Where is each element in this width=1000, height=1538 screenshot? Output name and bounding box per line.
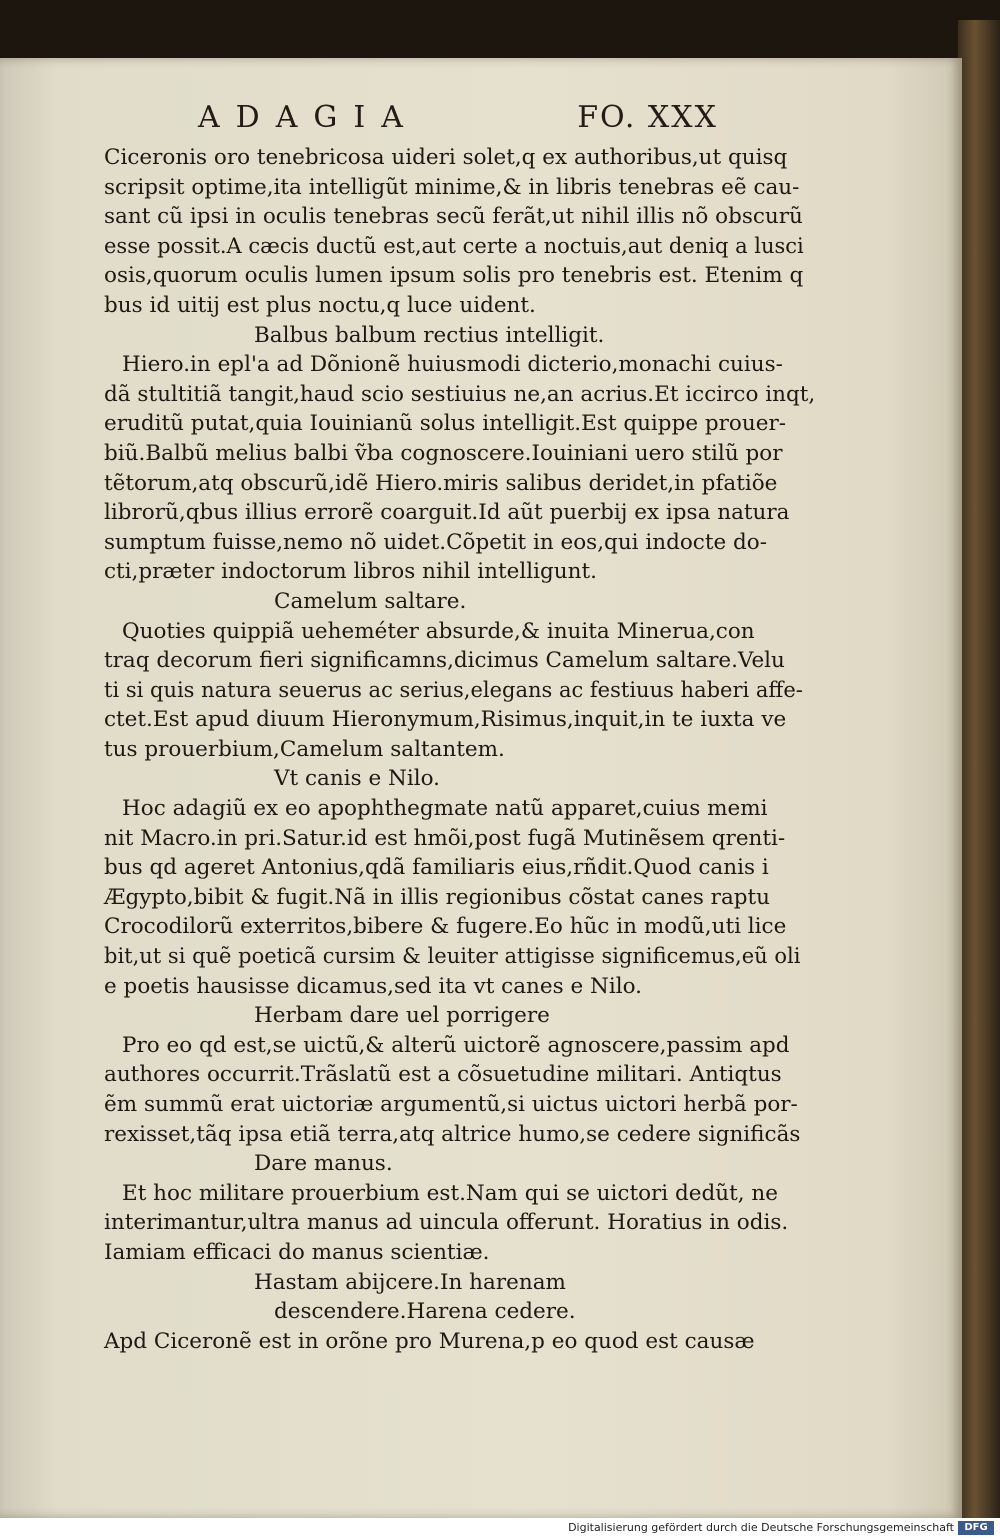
text-line: Apd Ciceronẽ est in orõne pro Murena,p eo quod est causæ [104,1328,755,1354]
text-line: Et hoc militare prouerbium est.Nam qui se uictori dedũt, ne [122,1180,778,1206]
text-line: bit,ut si quẽ poeticã cursim & leuiter attigisse significemus,eũ oli [104,944,801,969]
book-spine [958,20,1000,1520]
footer-bar [0,1518,1000,1538]
text-line: Ægypto,bibit & fugit.Nã in illis regionibus cõstat canes raptu [104,884,771,910]
text-line: Ciceronis oro tenebricosa uideri solet,q ex authoribus,ut quisq [104,145,788,170]
adage-heading: descendere.Harena cedere. [274,1299,576,1325]
text-line: cti,præter indoctorum libros nihil intelligunt. [104,559,597,585]
folio-number: FO. XXX [577,100,718,135]
adage-heading: Camelum saltare. [274,588,467,614]
text-line: ti si quis natura seuerus ac serius,elegans ac festiuus haberi affe- [104,677,803,702]
adage-heading: Balbus balbum rectius intelligit. [254,322,605,348]
text-line: bus qd ageret Antonius,qdã familiaris eius,rñdit.Quod canis i [104,855,769,881]
text-line: interimantur,ultra manus ad uincula offerunt. Horatius in odis. [104,1210,789,1236]
text-line: bus id uitij est plus noctu,q luce uident. [104,292,536,318]
text-line: biũ.Balbũ melius balbi ṽba cognoscere.Iouiniani uero stilũ por [104,440,783,466]
text-line: Crocodilorũ exterritos,bibere & fugere.Eo hũc in modũ,uti lice [104,914,787,940]
text-line: e poetis hausisse dicamus,sed ita vt canes e Nilo. [104,973,642,999]
text-line: nit Macro.in pri.Satur.id est hmõi,post fugã Mutinẽsem qrenti- [104,825,786,851]
page-body [104,143,816,1356]
text-line: sant cũ ipsi in oculis tenebras secũ ferãt,ut nihil illis nõ obscurũ [104,204,803,230]
running-title: ADAGIA [198,100,419,135]
text-line: tẽtorum,atq obscurũ,idẽ Hiero.miris salibus deridet,in pfatiõe [104,470,778,496]
adage-heading: Hastam abijcere.In harenam [254,1269,566,1295]
text-line: ẽm summũ erat uictoriæ argumentũ,si uictus uictori herbã por- [104,1092,798,1117]
text-line: Quoties quippiã ueheméter absurde,& inuita Minerua,con [122,618,755,644]
adage-heading: Dare manus. [254,1151,393,1177]
text-line: eruditũ putat,quia Iouinianũ solus intelligit.Est quippe prouer- [104,411,786,437]
text-line: esse possit.A cæcis ductũ est,aut certe a noctuis,aut deniq a lusci [104,233,804,258]
text-line: Hiero.in epl'a ad Dõnionẽ huiusmodi dicterio,monachi cuius- [122,352,783,378]
text-line: osis,quorum oculis lumen ipsum solis pro tenebris est. Etenim q [104,263,804,289]
text-line: dã stultitiã tangit,haud scio sestiuius ne,an acrius.Et iccirco inqt, [104,381,816,407]
text-line: sumptum fuisse,nemo nõ uidet.Cõpetit in eos,qui indocte do- [104,529,768,555]
adage-heading: Herbam dare uel porrigere [254,1003,550,1029]
dfg-logo-icon: DFG [958,1521,994,1535]
text-line: traq decorum fieri significamns,dicimus Camelum saltare.Velu [104,648,785,674]
text-line: Pro eo qd est,se uictũ,& alterũ uictorẽ agnoscere,passim apd [122,1032,790,1058]
adage-heading: Vt canis e Nilo. [274,766,440,792]
text-line: Hoc adagiũ ex eo apophthegmate natũ apparet,cuius memi [122,796,768,822]
page-header [198,100,718,140]
text-line: rexisset,tãq ipsa etiã terra,atq altrice humo,se cedere significãs [104,1121,801,1147]
funding-credit: Digitalisierung gefördert durch die Deutsche Forschungsgemeinschaft [568,1521,954,1534]
text-line: scripsit optime,ita intelligũt minime,& in libris tenebras eẽ cau- [104,174,800,200]
text-line: ctet.Est apud diuum Hieronymum,Risimus,inquit,in te iuxta ve [104,707,787,733]
text-line: Iamiam efficaci do manus scientiæ. [104,1239,490,1265]
text-line: tus prouerbium,Camelum saltantem. [104,736,505,762]
text-line: librorũ,qbus illius errorẽ coarguit.Id aũt puerbij ex ipsa natura [104,500,790,526]
text-line: authores occurrit.Trãslatũ est a cõsuetudine militari. Antiqtus [104,1062,782,1088]
